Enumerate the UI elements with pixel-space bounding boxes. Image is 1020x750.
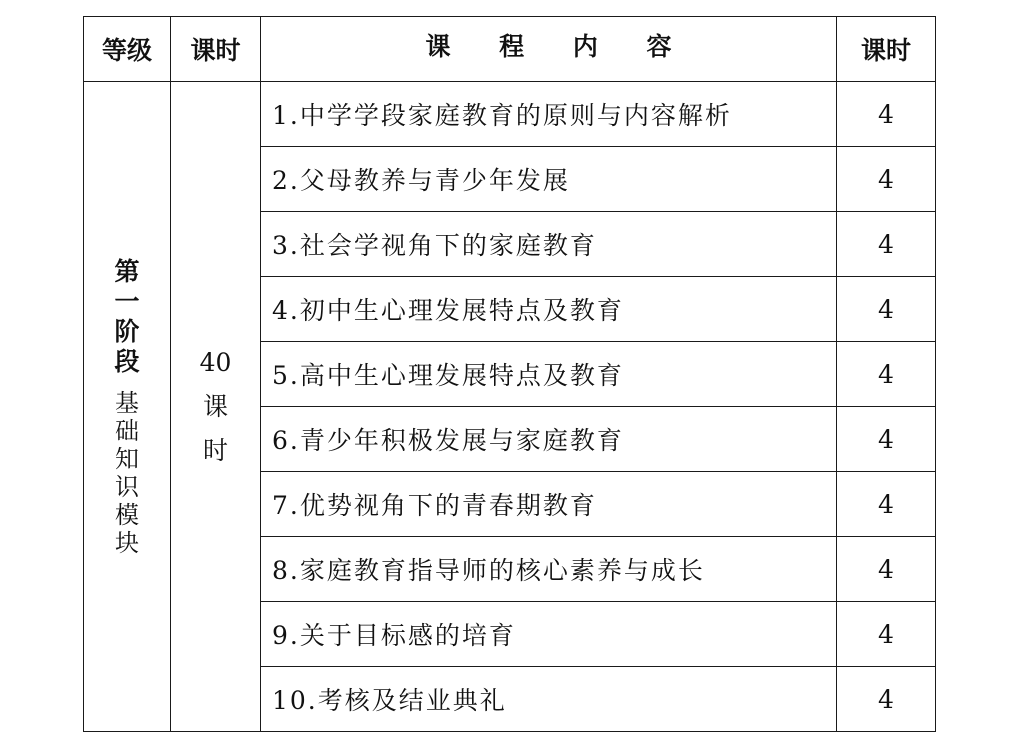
stage-module: 基础知识模块 bbox=[115, 388, 139, 557]
course-hours: 4 bbox=[837, 472, 936, 537]
course-hours: 4 bbox=[837, 407, 936, 472]
table-header-row bbox=[84, 17, 936, 82]
course-hours: 4 bbox=[837, 147, 936, 212]
stage-hours-cell bbox=[171, 82, 261, 732]
course-title: 9.关于目标感的培育 bbox=[261, 602, 837, 667]
course-title: 10.考核及结业典礼 bbox=[261, 667, 837, 732]
course-hours: 4 bbox=[837, 537, 936, 602]
header-content-label: 课 程 内 容 bbox=[425, 32, 692, 61]
stage-level-cell bbox=[84, 82, 171, 732]
stage-total-number: 40 bbox=[199, 347, 232, 377]
header-content bbox=[261, 17, 837, 82]
course-title: 4.初中生心理发展特点及教育 bbox=[261, 277, 837, 342]
course-hours: 4 bbox=[837, 277, 936, 342]
course-hours: 4 bbox=[837, 602, 936, 667]
course-hours: 4 bbox=[837, 342, 936, 407]
course-title: 1.中学学段家庭教育的原则与内容解析 bbox=[261, 82, 837, 147]
course-hours: 4 bbox=[837, 667, 936, 732]
course-title: 2.父母教养与青少年发展 bbox=[261, 147, 837, 212]
header-lesson-hours: 课时 bbox=[837, 17, 936, 82]
course-table bbox=[83, 16, 936, 732]
table-row bbox=[84, 82, 936, 147]
course-title: 8.家庭教育指导师的核心素养与成长 bbox=[261, 537, 837, 602]
header-level: 等级 bbox=[84, 17, 171, 82]
course-hours: 4 bbox=[837, 82, 936, 147]
course-title: 7.优势视角下的青春期教育 bbox=[261, 472, 837, 537]
stage-total-unit: 课时 bbox=[202, 391, 228, 465]
course-title: 5.高中生心理发展特点及教育 bbox=[261, 342, 837, 407]
stage-title: 第一阶段 bbox=[114, 256, 140, 376]
header-hours: 课时 bbox=[171, 17, 261, 82]
course-hours: 4 bbox=[837, 212, 936, 277]
course-title: 6.青少年积极发展与家庭教育 bbox=[261, 407, 837, 472]
course-title: 3.社会学视角下的家庭教育 bbox=[261, 212, 837, 277]
